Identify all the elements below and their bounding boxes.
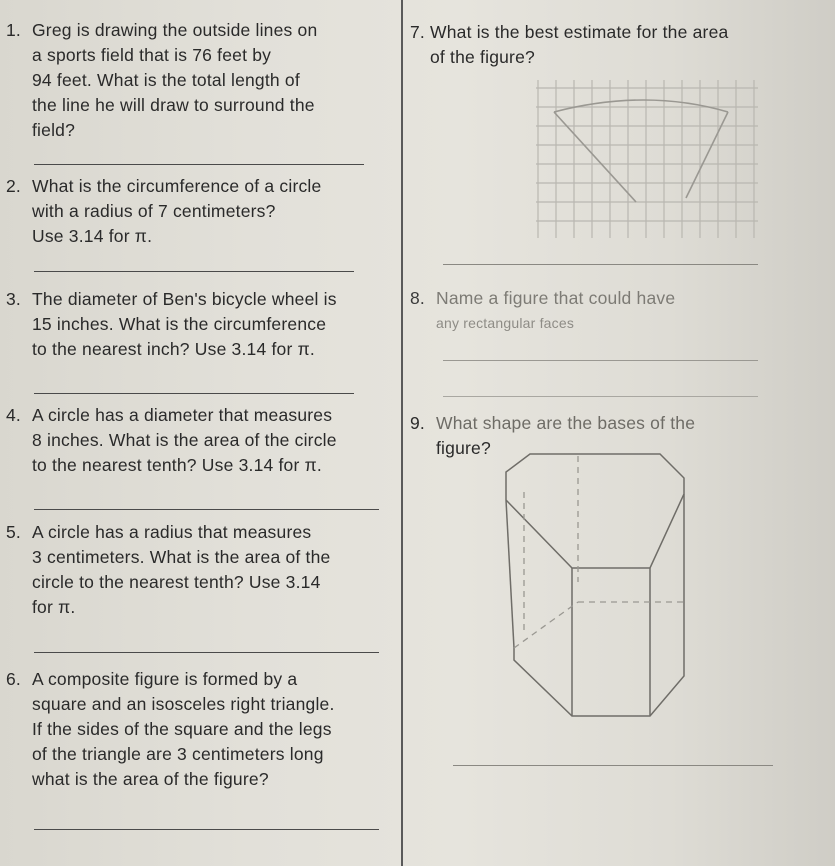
question-number: 5.	[6, 522, 21, 542]
question-text: What is the best estimate for the area	[430, 22, 729, 42]
question-text: What is the circumference of a circle	[32, 176, 322, 196]
question-number: 2.	[6, 176, 21, 196]
question-text: Use 3.14 for π.	[32, 226, 153, 246]
answer-line-5[interactable]	[34, 652, 379, 653]
answer-line-8a[interactable]	[443, 360, 758, 361]
question-text: The diameter of Ben's bicycle wheel is	[32, 289, 337, 309]
question-text: what is the area of the figure?	[32, 769, 269, 789]
question-4	[6, 403, 337, 478]
answer-line-2[interactable]	[34, 271, 354, 272]
question-text: Greg is drawing the outside lines on	[32, 20, 318, 40]
question-2	[6, 174, 321, 249]
question-number: 4.	[6, 405, 21, 425]
question-text: for π.	[32, 597, 76, 617]
answer-line-6[interactable]	[34, 829, 379, 830]
question-7	[410, 20, 728, 70]
octagonal-prism-figure	[500, 452, 700, 724]
question-6	[6, 667, 335, 792]
question-number: 9.	[410, 413, 425, 433]
question-text: to the nearest tenth? Use 3.14 for π.	[32, 455, 322, 475]
question-text: of the triangle are 3 centimeters long	[32, 744, 324, 764]
answer-line-8b[interactable]	[443, 396, 758, 397]
column-divider	[401, 0, 403, 866]
question-text: 15 inches. What is the circumference	[32, 314, 327, 334]
prism-solid-edges	[506, 454, 684, 716]
question-text: with a radius of 7 centimeters?	[32, 201, 276, 221]
sector-shape	[554, 100, 728, 202]
question-text: to the nearest inch? Use 3.14 for π.	[32, 339, 315, 359]
question-1	[6, 18, 317, 143]
question-text: 3 centimeters. What is the area of the	[32, 547, 331, 567]
prism-hidden-edges	[514, 456, 684, 648]
grid-figure	[536, 80, 758, 238]
answer-line-1[interactable]	[34, 164, 364, 165]
question-text: 94 feet. What is the total length of	[32, 70, 300, 90]
grid-lines	[536, 80, 758, 238]
question-3	[6, 287, 337, 362]
question-text: a sports field that is 76 feet by	[32, 45, 272, 65]
question-text: circle to the nearest tenth? Use 3.14	[32, 572, 321, 592]
question-text: square and an isosceles right triangle.	[32, 694, 335, 714]
question-8	[410, 286, 675, 336]
answer-line-4[interactable]	[34, 509, 379, 510]
question-number: 3.	[6, 289, 21, 309]
question-text: What shape are the bases of the	[436, 413, 696, 433]
question-number: 1.	[6, 20, 21, 40]
answer-line-7[interactable]	[443, 264, 758, 265]
question-text: the line he will draw to surround the	[32, 95, 315, 115]
answer-line-3[interactable]	[34, 393, 354, 394]
question-number: 7.	[410, 22, 425, 42]
question-number: 8.	[410, 288, 425, 308]
question-text: A circle has a radius that measures	[32, 522, 312, 542]
question-text: A composite figure is formed by a	[32, 669, 298, 689]
question-number: 6.	[6, 669, 21, 689]
question-text: of the figure?	[430, 47, 535, 67]
question-text: any rectangular faces	[436, 315, 575, 331]
question-5	[6, 520, 330, 620]
question-text: figure?	[436, 438, 491, 458]
question-text: A circle has a diameter that measures	[32, 405, 333, 425]
question-text: field?	[32, 120, 76, 140]
question-text: 8 inches. What is the area of the circle	[32, 430, 337, 450]
question-text: Name a figure that could have	[436, 288, 676, 308]
question-text: If the sides of the square and the legs	[32, 719, 332, 739]
answer-line-9[interactable]	[453, 765, 773, 766]
